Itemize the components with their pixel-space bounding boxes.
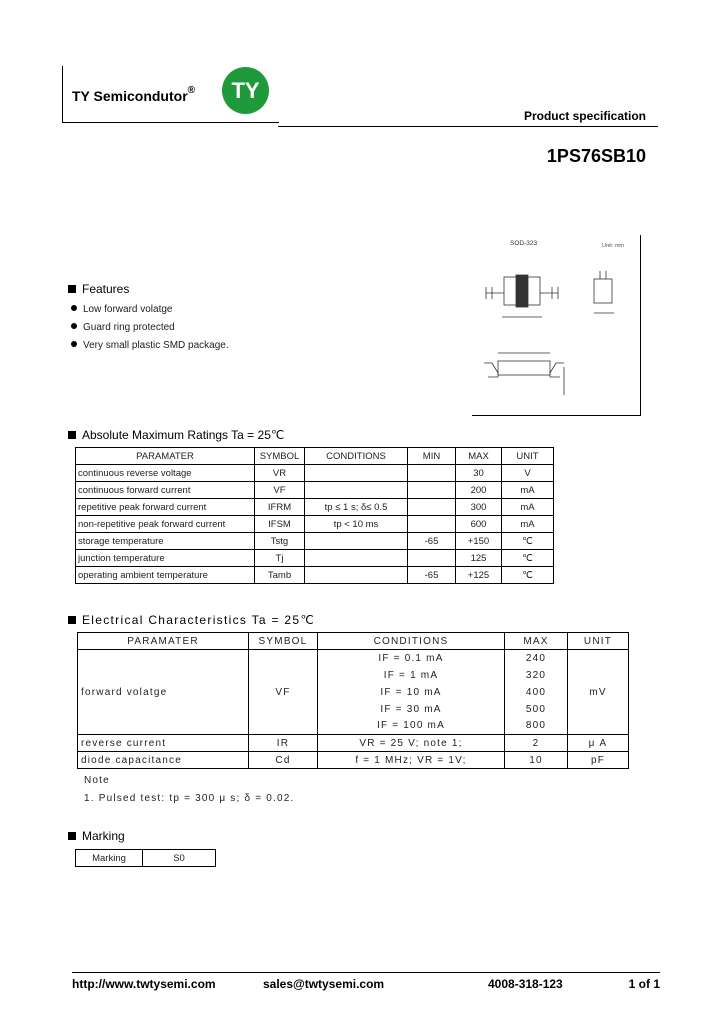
footer-email-link[interactable]: sales@twtysemi.com bbox=[263, 977, 385, 991]
cell-symbol: IFRM bbox=[255, 499, 305, 516]
header-divider bbox=[278, 126, 658, 127]
note-title: Note bbox=[84, 775, 110, 786]
cell-param: junction temperature bbox=[76, 550, 255, 567]
col-header: PARAMATER bbox=[78, 633, 249, 650]
cell-conditions: f = 1 MHz; VR = 1V; bbox=[318, 752, 505, 769]
cell-param: diode capacitance bbox=[78, 752, 249, 769]
cell-conditions bbox=[305, 482, 408, 499]
cell-max: 300 bbox=[456, 499, 502, 516]
registered-mark: ® bbox=[187, 85, 196, 96]
cell-conditions bbox=[305, 550, 408, 567]
abs-max-heading: Absolute Maximum Ratings Ta = 25℃ bbox=[68, 428, 284, 442]
cell-conditions bbox=[305, 533, 408, 550]
features-heading: Features bbox=[68, 282, 129, 296]
col-header: CONDITIONS bbox=[305, 448, 408, 465]
cell-max: 30 bbox=[456, 465, 502, 482]
col-header: MIN bbox=[408, 448, 456, 465]
marking-heading: Marking bbox=[68, 829, 125, 843]
cell-unit: mV bbox=[568, 650, 629, 735]
table-row bbox=[76, 550, 554, 567]
cell-param: continuous forward current bbox=[76, 482, 255, 499]
table-row bbox=[76, 567, 554, 584]
elec-char-table bbox=[77, 632, 629, 769]
cell-max: 400 bbox=[505, 684, 568, 701]
cell-unit: pF bbox=[568, 752, 629, 769]
section-square-icon bbox=[68, 832, 76, 840]
table-row bbox=[76, 516, 554, 533]
part-number: 1PS76SB10 bbox=[546, 146, 646, 166]
table-header-row bbox=[76, 448, 554, 465]
cell-unit: mA bbox=[502, 516, 554, 533]
cell-min bbox=[408, 465, 456, 482]
cell-conditions: IF = 0.1 mA bbox=[318, 650, 505, 667]
bullet-dot-icon bbox=[71, 323, 77, 329]
cell-symbol: Tj bbox=[255, 550, 305, 567]
table-row bbox=[76, 850, 216, 867]
cell-conditions: IF = 10 mA bbox=[318, 684, 505, 701]
cell-max: 500 bbox=[505, 701, 568, 718]
marking-label: Marking bbox=[76, 850, 143, 867]
cell-unit: mA bbox=[502, 482, 554, 499]
col-header: UNIT bbox=[568, 633, 629, 650]
cell-max: 200 bbox=[456, 482, 502, 499]
cell-conditions bbox=[305, 465, 408, 482]
col-header: MAX bbox=[505, 633, 568, 650]
table-row bbox=[78, 650, 629, 667]
cell-min: -65 bbox=[408, 533, 456, 550]
cell-param: storage temperature bbox=[76, 533, 255, 550]
cell-symbol: VR bbox=[255, 465, 305, 482]
table-row bbox=[76, 499, 554, 516]
cell-symbol: Cd bbox=[249, 752, 318, 769]
cell-symbol: Tstg bbox=[255, 533, 305, 550]
cell-param: non-repetitive peak forward current bbox=[76, 516, 255, 533]
cell-unit: ℃ bbox=[502, 550, 554, 567]
cell-conditions: tp < 10 ms bbox=[305, 516, 408, 533]
cell-unit: V bbox=[502, 465, 554, 482]
cell-conditions: IF = 30 mA bbox=[318, 701, 505, 718]
section-square-icon bbox=[68, 616, 76, 624]
table-row bbox=[76, 533, 554, 550]
col-header: SYMBOL bbox=[249, 633, 318, 650]
cell-unit: μ A bbox=[568, 735, 629, 752]
cell-conditions: VR = 25 V; note 1; bbox=[318, 735, 505, 752]
cell-min bbox=[408, 550, 456, 567]
cell-symbol: VF bbox=[249, 650, 318, 735]
company-logo: TY bbox=[222, 67, 269, 114]
marking-table bbox=[75, 849, 216, 867]
feature-item: Low forward volatge bbox=[71, 304, 173, 315]
cell-max: 600 bbox=[456, 516, 502, 533]
cell-max: 240 bbox=[505, 650, 568, 667]
table-row bbox=[78, 752, 629, 769]
cell-min bbox=[408, 499, 456, 516]
cell-max: 125 bbox=[456, 550, 502, 567]
cell-max: 320 bbox=[505, 667, 568, 684]
cell-param: operating ambient temperature bbox=[76, 567, 255, 584]
elec-heading: Electrical Characteristics Ta = 25℃ bbox=[68, 613, 315, 627]
package-units: Unit: mm bbox=[602, 243, 624, 249]
footer-phone: 4008-318-123 bbox=[488, 977, 563, 991]
col-header: PARAMATER bbox=[76, 448, 255, 465]
marking-value: S0 bbox=[143, 850, 216, 867]
table-header-row bbox=[78, 633, 629, 650]
cell-param: repetitive peak forward current bbox=[76, 499, 255, 516]
cell-symbol: IFSM bbox=[255, 516, 305, 533]
cell-min bbox=[408, 516, 456, 533]
product-spec-label: Product specification bbox=[523, 109, 646, 123]
bullet-dot-icon bbox=[71, 305, 77, 311]
cell-max: +125 bbox=[456, 567, 502, 584]
cell-symbol: Tamb bbox=[255, 567, 305, 584]
package-name: SOD-323 bbox=[510, 240, 538, 247]
col-header: CONDITIONS bbox=[318, 633, 505, 650]
cell-conditions bbox=[305, 567, 408, 584]
footer-divider bbox=[72, 972, 660, 973]
cell-unit: ℃ bbox=[502, 533, 554, 550]
cell-max: 10 bbox=[505, 752, 568, 769]
cell-param: forward volatge bbox=[78, 650, 249, 735]
company-name: TY Semicondutor® bbox=[72, 85, 196, 104]
cell-max: +150 bbox=[456, 533, 502, 550]
cell-param: continuous reverse voltage bbox=[76, 465, 255, 482]
cell-max: 2 bbox=[505, 735, 568, 752]
cell-conditions: IF = 100 mA bbox=[318, 718, 505, 735]
col-header: MAX bbox=[456, 448, 502, 465]
feature-item: Very small plastic SMD package. bbox=[71, 340, 229, 351]
section-square-icon bbox=[68, 431, 76, 439]
table-row bbox=[76, 465, 554, 482]
note-text: 1. Pulsed test: tp = 300 μ s; δ = 0.02. bbox=[84, 793, 295, 804]
cell-unit: ℃ bbox=[502, 567, 554, 584]
table-row bbox=[78, 735, 629, 752]
section-square-icon bbox=[68, 285, 76, 293]
package-outline-drawing bbox=[472, 235, 641, 416]
cell-max: 800 bbox=[505, 718, 568, 735]
feature-item: Guard ring protected bbox=[71, 322, 175, 333]
footer-website-link[interactable]: http://www.twtysemi.com bbox=[72, 977, 216, 991]
bullet-dot-icon bbox=[71, 341, 77, 347]
cell-conditions: IF = 1 mA bbox=[318, 667, 505, 684]
cell-param: reverse current bbox=[78, 735, 249, 752]
cell-symbol: IR bbox=[249, 735, 318, 752]
cell-unit: mA bbox=[502, 499, 554, 516]
cell-min: -65 bbox=[408, 567, 456, 584]
col-header: UNIT bbox=[502, 448, 554, 465]
table-row bbox=[76, 482, 554, 499]
abs-max-table bbox=[75, 447, 554, 584]
cell-conditions: tp ≤ 1 s; δ≤ 0.5 bbox=[305, 499, 408, 516]
cell-symbol: VF bbox=[255, 482, 305, 499]
col-header: SYMBOL bbox=[255, 448, 305, 465]
cell-min bbox=[408, 482, 456, 499]
page-number: 1 of 1 bbox=[628, 977, 660, 991]
